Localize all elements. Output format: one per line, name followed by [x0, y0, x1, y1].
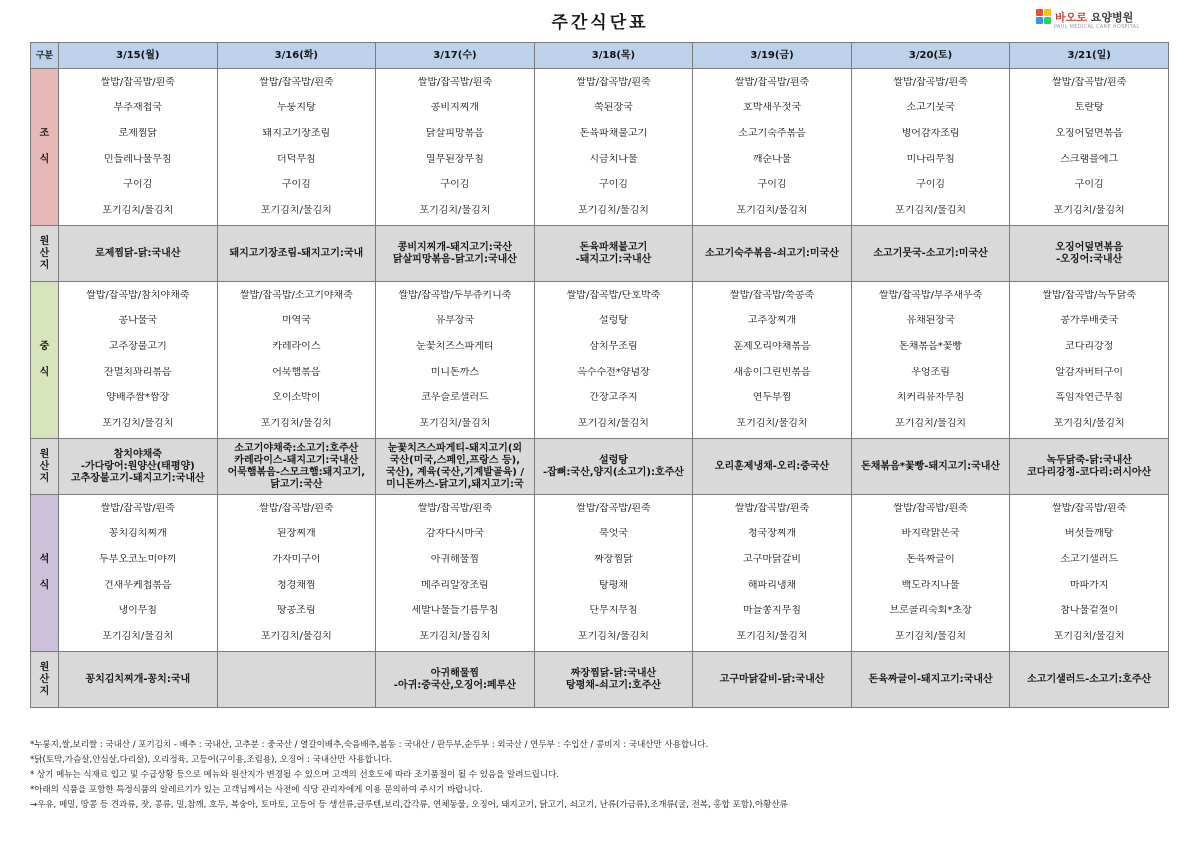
menu-item: 감자다시마국 [425, 528, 484, 540]
menu-item: 우엉조림 [911, 366, 950, 378]
menu-item: 토란탕 [1074, 102, 1104, 114]
origin-text: -가다랑어:원양산(태평양) [80, 460, 195, 472]
day-header: 3/19(금) [693, 43, 852, 69]
menu-item: 삼치무조림 [589, 341, 638, 353]
origin-cell [217, 439, 376, 495]
origin-cell [851, 226, 1010, 282]
menu-item: 메추리알장조림 [421, 579, 489, 591]
origin-row [31, 226, 1169, 282]
origin-text: 참치야채죽 [113, 448, 162, 460]
logo-brand: 바오로 [1055, 11, 1087, 24]
menu-cell [59, 69, 218, 226]
menu-item: 쌀밥/잡곡밥/흰죽 [259, 76, 334, 88]
menu-item: 쌀밥/잡곡밥/흰죽 [734, 76, 810, 88]
meal-label [31, 282, 59, 439]
menu-item: 설렁탕 [598, 315, 628, 327]
menu-cell [534, 495, 693, 652]
menu-item: 스크램블에그 [1060, 153, 1119, 165]
menu-cell [534, 282, 693, 439]
origin-text: -돼지고기:국내산 [575, 253, 652, 265]
menu-item: 닭살피망볶음 [425, 128, 484, 140]
origin-cell [534, 652, 693, 708]
menu-item: 고추장불고기 [108, 341, 167, 353]
origin-text: 오징어덮면볶음 [1055, 241, 1123, 253]
menu-item: 쌀밥/잡곡밥/단호박죽 [566, 289, 661, 301]
corner-header: 구분 [31, 43, 59, 69]
day-header: 3/18(목) [534, 43, 693, 69]
menu-item: 돈채볶음*꽃빵 [899, 341, 963, 353]
menu-item: 짜장찜닭 [594, 554, 633, 566]
menu-item: 포기김치/물김치 [260, 418, 332, 430]
menu-item: 쌀밥/잡곡밥/흰죽 [100, 502, 175, 514]
menu-item: 쌀밥/잡곡밥/흰죽 [893, 76, 968, 88]
meal-label [31, 495, 59, 652]
menu-item: 소고기샐러드 [1060, 554, 1119, 566]
origin-text: 눈꽃치즈스파게티-돼지고기(외 [387, 442, 523, 454]
menu-cell [693, 495, 852, 652]
menu-item: 오이소박이 [272, 392, 321, 404]
origin-cell [59, 226, 218, 282]
menu-item: 열무된장무침 [425, 153, 484, 165]
origin-label [31, 652, 59, 708]
menu-item: 구이김 [281, 179, 311, 191]
menu-item: 포기김치/물김치 [736, 418, 808, 430]
menu-item: 새송이그린빈볶음 [733, 366, 811, 378]
menu-item: 코다리강정 [1065, 341, 1114, 353]
note-line: *닭(토막,가슴살,안심살,다리살), 오리정육, 고등어(구이용,조림용), 오징어 : 국내산만 사용합니다. [30, 755, 393, 765]
menu-cell [59, 282, 218, 439]
menu-item: 카레라이스 [272, 341, 321, 353]
menu-item: 미역국 [281, 315, 311, 327]
origin-text: 고추장불고기-돼지고기:국내산 [70, 472, 205, 484]
origin-text: 로제찜닭-닭:국내산 [95, 247, 181, 259]
origin-cell [376, 439, 535, 495]
day-header: 3/21(일) [1010, 43, 1169, 69]
menu-item: 포기김치/물김치 [577, 418, 649, 430]
menu-cell [59, 495, 218, 652]
menu-item: 쌀밥/잡곡밥/흰죽 [1052, 502, 1127, 514]
origin-row [31, 439, 1169, 495]
day-header: 3/16(화) [217, 43, 376, 69]
meal-row [31, 495, 1169, 652]
menu-item: 포기김치/물김치 [736, 205, 808, 217]
origin-cell [217, 226, 376, 282]
menu-item: 쌀밥/잡곡밥/흰죽 [734, 502, 810, 514]
menu-item: 아귀해물찜 [430, 554, 480, 566]
origin-text: 소고기샐러드-소고기:호주산 [1027, 673, 1152, 685]
origin-text: -잡뼈:국산,양지(소고기):호주산 [542, 466, 684, 478]
menu-item: 간장고추지 [589, 392, 638, 404]
origin-label-char: 원 [39, 661, 50, 673]
menu-item: 고구마닭갈비 [743, 554, 802, 566]
origin-cell [376, 652, 535, 708]
weekly-menu-table [30, 42, 1169, 708]
menu-item: 구이김 [440, 179, 470, 191]
note-line: *누룽지,쌀,보리쌀 : 국내산 / 포기김치 - 배추 : 국내산, 고추분 : 중국산 / 열갈이배추,숙음배추,봄동 : 국내산 / 판두부,순두부 : 외국산 / 연두부 : 수입산 / 콩비지 : 국내산만 사용합니다. [30, 740, 709, 750]
menu-item: 포기김치/물김치 [895, 631, 967, 643]
origin-text: 소고기야채죽:소고기:호주산 [234, 442, 359, 454]
menu-item: 구이김 [916, 179, 946, 191]
menu-item: 바지락맑은국 [901, 528, 960, 540]
origin-cell [59, 439, 218, 495]
menu-item: 포기김치/물김치 [895, 205, 967, 217]
menu-cell [851, 495, 1010, 652]
menu-item: 포기김치/물김치 [736, 631, 808, 643]
origin-cell [534, 439, 693, 495]
menu-item: 버섯들깨탕 [1065, 528, 1114, 540]
origin-text: 닭고기:국산 [270, 478, 323, 490]
origin-text: 짜장찜닭-닭:국내산 [570, 667, 657, 679]
menu-item: 치커리유자무침 [896, 392, 965, 404]
menu-item: 알감자버터구이 [1055, 366, 1123, 378]
menu-item: 구이김 [757, 179, 787, 191]
origin-label-char: 지 [39, 472, 50, 484]
meal-label-char: 중 [39, 341, 50, 352]
origin-cell [217, 652, 376, 708]
origin-text: 닭살피망볶음-닭고기:국내산 [392, 253, 517, 265]
menu-item: 미니돈까스 [430, 366, 480, 378]
meal-row [31, 69, 1169, 226]
origin-row [31, 652, 1169, 708]
menu-item: 브로콜리숙회*초장 [889, 605, 972, 617]
menu-cell [376, 282, 535, 439]
menu-item: 더덕무침 [277, 153, 316, 165]
meal-label-char: 식 [39, 580, 50, 591]
menu-item: 병어감자조림 [901, 128, 960, 140]
origin-cell [851, 652, 1010, 708]
menu-item: 참나물겉절이 [1060, 605, 1119, 617]
origin-label-char: 지 [39, 259, 50, 271]
menu-item: 잔멸치꽈리볶음 [103, 366, 172, 378]
origin-text: 녹두닭죽-닭:국내산 [1046, 454, 1132, 466]
menu-item: 청국장찌개 [747, 528, 797, 540]
menu-item: 쌀밥/잡곡밥/부추새우죽 [878, 289, 983, 301]
menu-item: 쌀밥/잡곡밥/흰죽 [576, 76, 651, 88]
origin-label [31, 439, 59, 495]
origin-cell [693, 652, 852, 708]
menu-item: 땅콩조림 [277, 605, 316, 617]
note-line: *아래의 식품을 포함한 특정식품의 알레르기가 있는 고객님께서는 사전에 식당 관리자에게 이용 문의하여 주시기 바랍니다. [30, 785, 483, 795]
origin-text: 설렁탕 [598, 454, 628, 466]
menu-item: 흑임자연근무침 [1055, 392, 1123, 404]
origin-label-char: 지 [39, 685, 50, 697]
menu-cell [1010, 282, 1169, 439]
menu-item: 포기김치/물김치 [895, 418, 967, 430]
menu-item: 포기김치/물김치 [1053, 418, 1125, 430]
origin-label [31, 226, 59, 282]
menu-item: 쌀밥/잡곡밥/흰죽 [1052, 76, 1127, 88]
origin-text: 미니돈까스-닭고기,돼지고기:국 [386, 478, 524, 490]
menu-item: 소고기뭇국 [906, 102, 955, 114]
origin-text: 카레라이스-돼지고기:국내산 [234, 454, 359, 466]
menu-item: 포기김치/물김치 [419, 205, 491, 217]
menu-item: 쌀밥/잡곡밥/흰죽 [576, 502, 651, 514]
menu-item: 쑥된장국 [594, 102, 633, 114]
menu-item: 부추재첩국 [113, 102, 162, 114]
menu-item: 마늘쫑지무침 [743, 605, 802, 617]
menu-item: 미나리무침 [906, 153, 955, 165]
menu-cell [376, 495, 535, 652]
meal-label-char: 조 [39, 128, 50, 139]
menu-item: 냉이무침 [118, 605, 158, 617]
menu-item: 누룽지탕 [277, 102, 316, 114]
menu-item: 민들레나물무침 [103, 153, 172, 165]
menu-cell [1010, 495, 1169, 652]
origin-cell [1010, 439, 1169, 495]
menu-item: 포기김치/물김치 [577, 631, 649, 643]
origin-text: 소고기숙주볶음-쇠고기:미국산 [705, 247, 839, 259]
menu-item: 백도라지나물 [901, 579, 960, 591]
menu-item: 양배추쌈*쌈장 [106, 392, 170, 404]
menu-item: 돈육파채불고기 [579, 128, 648, 140]
menu-item: 쌀밥/잡곡밥/두부쥬키니죽 [398, 289, 512, 301]
menu-item: 쌀밥/잡곡밥/흰죽 [259, 502, 334, 514]
origin-text: 돈육짜글이-돼지고기:국내산 [868, 673, 993, 685]
menu-item: 포기김치/물김치 [419, 418, 491, 430]
menu-item: 돈육짜글이 [906, 554, 955, 566]
menu-item: 쌀밥/잡곡밥/소고기야채죽 [239, 289, 353, 301]
menu-item: 옥수수전*양념장 [577, 366, 650, 378]
menu-item: 포기김치/물김치 [1053, 205, 1125, 217]
menu-item: 포기김치/물김치 [102, 205, 174, 217]
meal-label-char: 석 [39, 554, 50, 565]
meal-label-char: 식 [39, 154, 50, 165]
menu-item: 된장찌개 [277, 528, 316, 540]
menu-item: 가자미구이 [272, 554, 321, 566]
menu-item: 쌀밥/잡곡밥/흰죽 [417, 502, 493, 514]
menu-item: 구이김 [1074, 179, 1104, 191]
origin-text: 국산), 계육(국산,기계발골육) / [385, 466, 524, 478]
meal-label-char: 식 [39, 367, 50, 378]
origin-cell [59, 652, 218, 708]
menu-item: 고추장찌개 [747, 315, 797, 327]
menu-item: 포기김치/물김치 [102, 418, 174, 430]
menu-item: 청경채찜 [277, 579, 316, 591]
menu-item: 세발나물들기름무침 [411, 605, 499, 617]
page-title: 주간식단표 [551, 13, 649, 33]
menu-item: 유채된장국 [906, 315, 955, 327]
menu-item: 소고기숙주볶음 [738, 128, 806, 140]
menu-body [31, 69, 1169, 708]
menu-item: 깨순나물 [752, 153, 792, 165]
origin-label-char: 산 [39, 247, 50, 259]
hospital-logo [1036, 9, 1133, 25]
menu-item: 유부장국 [435, 315, 475, 327]
menu-item: 돼지고기장조림 [262, 128, 331, 140]
origin-text: 소고기뭇국-소고기:미국산 [873, 247, 988, 259]
menu-item: 콩가루배춧국 [1060, 315, 1119, 327]
menu-item: 구이김 [598, 179, 628, 191]
note-line: →우유, 메밀, 땅콩 등 견과류, 잣, 콩류, 밀,참깨, 호두, 복숭아, 토마토, 고등어 등 생선류,글루텐,보리,갑각류, 연체동물, 오징어, 돼지고기, 닭고기, 쇠고기, 난류(가금류),조개류(굴, 전복, 홍합 포함),아황산류 [30, 800, 788, 810]
menu-item: 쌀밥/잡곡밥/흰죽 [417, 76, 493, 88]
menu-item: 포기김치/물김치 [260, 631, 332, 643]
origin-label-char: 산 [39, 460, 50, 472]
origin-text: 콩비지찌개-돼지고기:국산 [397, 241, 513, 253]
meal-label [31, 69, 59, 226]
menu-cell [217, 69, 376, 226]
origin-cell [693, 439, 852, 495]
origin-cell [534, 226, 693, 282]
menu-item: 두부오코노미야끼 [99, 554, 177, 566]
menu-item: 어묵햄볶음 [272, 366, 321, 378]
menu-cell [693, 282, 852, 439]
menu-cell [217, 495, 376, 652]
menu-item: 포기김치/물김치 [577, 205, 649, 217]
menu-item: 꽁치김치찌개 [108, 528, 167, 540]
origin-cell [1010, 652, 1169, 708]
menu-item: 시금치나물 [589, 153, 638, 165]
menu-item: 쌀밥/잡곡밥/쑥콩죽 [730, 289, 815, 301]
menu-item: 포기김치/물김치 [419, 631, 491, 643]
menu-item: 마파가지 [1069, 579, 1109, 591]
menu-item: 쌀밥/잡곡밥/흰죽 [893, 502, 968, 514]
logo-subtitle: PAUL MEDICAL CARE HOSPITAL [1054, 24, 1140, 30]
menu-item: 포기김치/물김치 [260, 205, 332, 217]
menu-item: 연두부찜 [752, 392, 792, 404]
day-header: 3/15(월) [59, 43, 218, 69]
menu-item: 호박새우젓국 [743, 102, 802, 114]
menu-item: 눈꽃치즈스파게티 [416, 341, 494, 353]
origin-text: 돈육파채불고기 [579, 241, 648, 253]
logo-suffix: 요양병원 [1090, 11, 1134, 24]
day-header: 3/17(수) [376, 43, 535, 69]
origin-text: 오리훈제냉채-오리:중국산 [714, 460, 830, 472]
origin-text: -아귀:중국산,오징어:페루산 [393, 679, 517, 691]
origin-cell [693, 226, 852, 282]
origin-text: 고구마닭갈비-닭:국내산 [719, 673, 825, 685]
menu-item: 포기김치/물김치 [102, 631, 174, 643]
menu-item: 콩나물국 [118, 315, 158, 327]
origin-text: 돈채볶음*꽃빵-돼지고기:국내산 [861, 460, 1001, 472]
menu-item: 구이김 [123, 179, 153, 191]
origin-label-char: 원 [39, 448, 50, 460]
menu-item: 쌀밥/잡곡밥/흰죽 [100, 76, 175, 88]
menu-cell [1010, 69, 1169, 226]
origin-text: -오징어:국내산 [1056, 253, 1123, 265]
logo-icon [1036, 9, 1052, 25]
origin-label-char: 산 [39, 673, 50, 685]
menu-item: 북엇국 [598, 528, 628, 540]
day-header: 3/20(토) [851, 43, 1010, 69]
menu-item: 쌀밥/잡곡밥/참치야채죽 [86, 289, 190, 301]
header-row [31, 43, 1169, 69]
menu-cell [534, 69, 693, 226]
origin-text: 어묵햄볶음-스모크햄:돼지고기, [227, 466, 366, 478]
menu-cell [217, 282, 376, 439]
menu-item: 단무지무침 [589, 605, 638, 617]
origin-text: 탕평채-쇠고기:호주산 [565, 679, 662, 691]
notes [30, 738, 1170, 813]
menu-cell [376, 69, 535, 226]
origin-text: 코다리강정-코다리:러시아산 [1027, 466, 1152, 478]
origin-cell [851, 439, 1010, 495]
origin-text: 꽁치김치찌개-꽁치:국내 [85, 673, 191, 685]
menu-cell [851, 69, 1010, 226]
origin-text: 아귀해물찜 [430, 667, 480, 679]
note-line: * 상기 메뉴는 식재료 입고 및 수급상황 등으로 메뉴와 원산지가 변경될 수 있으며 고객의 선호도에 따라 조기품절이 될 수 있음을 알려드립니다. [30, 770, 560, 780]
origin-cell [1010, 226, 1169, 282]
origin-text: 국산(미국,스페인,프랑스 등), [389, 454, 521, 466]
meal-row [31, 282, 1169, 439]
menu-item: 오징어덮면볶음 [1055, 128, 1123, 140]
menu-item: 쌀밥/잡곡밥/녹두닭죽 [1042, 289, 1137, 301]
origin-cell [376, 226, 535, 282]
origin-text: 돼지고기장조림-돼지고기:국내 [229, 247, 364, 259]
menu-item: 콩비지찌개 [430, 102, 480, 114]
menu-item: 해파리냉채 [747, 579, 797, 591]
menu-item: 로제찜닭 [118, 128, 158, 140]
logo-text [1055, 9, 1133, 25]
menu-item: 포기김치/물김치 [1053, 631, 1125, 643]
menu-item: 탕평채 [598, 579, 628, 591]
origin-label-char: 원 [39, 235, 50, 247]
menu-cell [851, 282, 1010, 439]
menu-item: 건새우케첩볶음 [103, 579, 172, 591]
menu-cell [693, 69, 852, 226]
menu-item: 코우슬로샐러드 [421, 392, 489, 404]
menu-item: 훈제오리야채볶음 [733, 341, 811, 353]
